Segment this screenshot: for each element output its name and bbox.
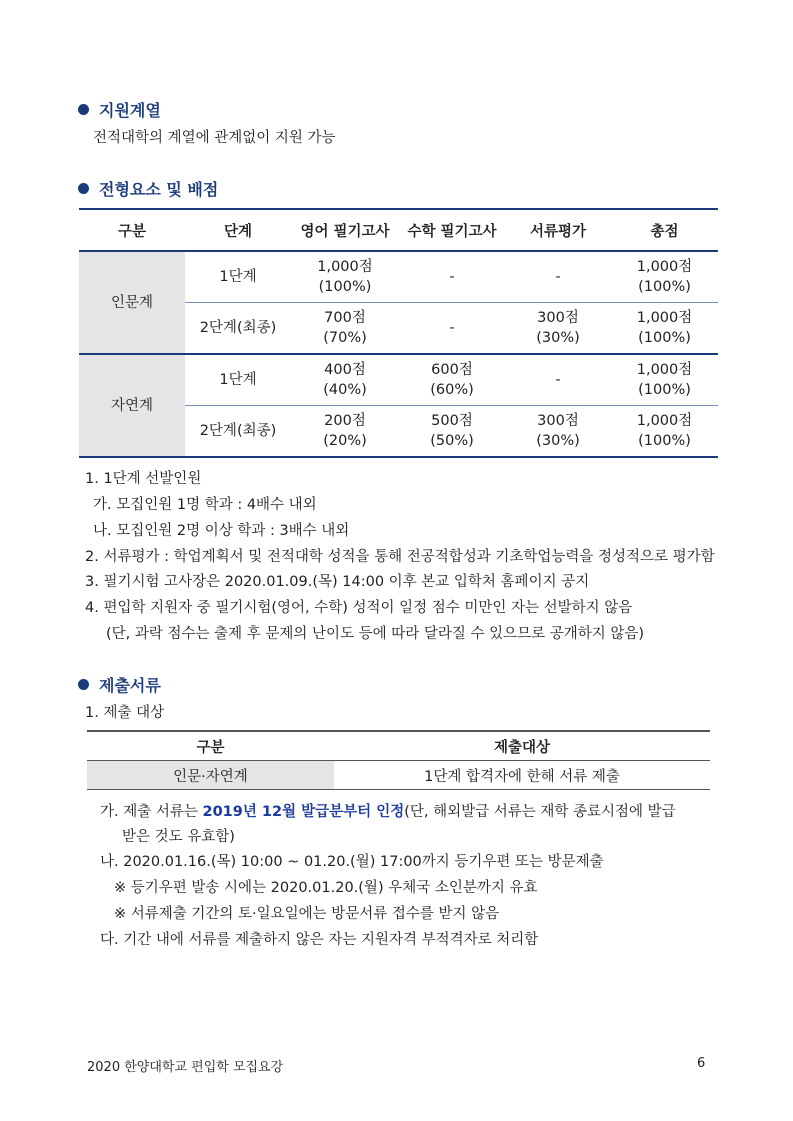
note-1-na: 나. 모집인원 2명 이상 학과 : 3배수 내외: [93, 523, 350, 539]
score: 600점: [431, 362, 473, 378]
total-cell: [611, 303, 718, 355]
note-1: 1. 1단계 선발인원: [85, 471, 202, 487]
stage-cell: 2단계(최종): [185, 406, 291, 458]
percent: (100%): [638, 382, 691, 398]
percent: (40%): [323, 382, 367, 398]
item-ga-suffix: (단, 해외발급 서류는 재학 종료시점에 발급: [404, 804, 676, 820]
document-cell: [505, 406, 611, 458]
math-cell: -: [399, 251, 505, 303]
note-3: 3. 필기시험 고사장은 2020.01.09.(목) 14:00 이후 본교 입학처 홈페이지 공지: [85, 574, 590, 590]
header-total: 총점: [611, 209, 718, 251]
score: 200점: [324, 413, 366, 429]
note-2: 2. 서류평가 : 학업계획서 및 전적대학 성적을 통해 전공적합성과 기초학업능력을 정성적으로 평가함: [85, 549, 715, 565]
score: 1,000점: [636, 362, 693, 378]
header-category: 구분: [79, 209, 185, 251]
score: 1,000점: [636, 413, 693, 429]
category-cell: 인문·자연계: [87, 761, 334, 790]
item-da: 다. 기간 내에 서류를 제출하지 않은 자는 지원자격 부적격자로 처리함: [100, 932, 539, 948]
math-cell: [399, 406, 505, 458]
footer-title: 2020 한양대학교 편입학 모집요강: [87, 1060, 284, 1075]
section3-title-text: 제출서류: [99, 676, 161, 695]
section-title-application-field: [78, 98, 161, 121]
bullet-icon: [78, 104, 89, 115]
submission-target-table: [87, 730, 710, 790]
english-cell: [291, 406, 399, 458]
group-natural-sciences: 자연계: [79, 354, 185, 457]
score: 300점: [537, 310, 579, 326]
percent: (60%): [430, 382, 474, 398]
header-category: 구분: [87, 731, 334, 761]
percent: (100%): [318, 279, 372, 295]
table-row: [79, 251, 718, 303]
section2-title-text: 전형요소 및 배점: [99, 180, 219, 199]
percent: (30%): [536, 330, 580, 346]
note-4-cont: (단, 과락 점수는 출제 후 문제의 난이도 등에 따라 달라질 수 있으므로 공개하지 않음): [106, 626, 645, 642]
section-title-documents: [78, 673, 161, 696]
bullet-icon: [78, 183, 89, 194]
percent: (100%): [638, 433, 691, 449]
english-cell: [291, 354, 399, 406]
total-cell: [611, 251, 718, 303]
header-target: 제출대상: [334, 731, 710, 761]
math-cell: [399, 354, 505, 406]
item-ga-prefix: 가. 제출 서류는: [100, 804, 203, 820]
percent: (20%): [323, 433, 367, 449]
section3-sub: 1. 제출 대상: [85, 705, 165, 721]
total-cell: [611, 406, 718, 458]
target-cell: 1단계 합격자에 한해 서류 제출: [334, 761, 710, 790]
percent: (100%): [638, 330, 691, 346]
item-ga-highlight: 2019년 12월 발급분부터 인정: [202, 804, 405, 820]
percent: (100%): [638, 279, 691, 295]
document-cell: -: [505, 354, 611, 406]
header-english: 영어 필기고사: [291, 209, 399, 251]
table-header-row: [87, 731, 710, 761]
section1-title-text: 지원계열: [99, 101, 161, 120]
table-row: [87, 761, 710, 790]
total-cell: [611, 354, 718, 406]
score: 1,000점: [317, 259, 373, 275]
page-number: 6: [697, 1056, 706, 1071]
percent: (50%): [430, 433, 474, 449]
english-cell: [291, 303, 399, 355]
score: 700점: [324, 310, 366, 326]
english-cell: [291, 251, 399, 303]
score: 400점: [324, 362, 366, 378]
stage-cell: 2단계(최종): [185, 303, 291, 355]
stage-cell: 1단계: [185, 251, 291, 303]
document-cell: [505, 303, 611, 355]
score: 1,000점: [636, 259, 693, 275]
note-weekend: ※ 서류제출 기간의 토·일요일에는 방문서류 접수를 받지 않음: [114, 906, 500, 922]
math-cell: -: [399, 303, 505, 355]
item-ga: [100, 800, 676, 821]
item-na: 나. 2020.01.16.(목) 10:00 ~ 01.20.(월) 17:00까지 등기우편 또는 방문제출: [100, 854, 604, 870]
score: 1,000점: [636, 310, 693, 326]
header-document: 서류평가: [505, 209, 611, 251]
section-title-selection-elements: [78, 177, 218, 200]
section1-body: 전적대학의 계열에 관계없이 지원 가능: [93, 130, 336, 146]
item-ga-cont: 받은 것도 유효함): [122, 829, 235, 845]
stage-cell: 1단계: [185, 354, 291, 406]
score: 500점: [431, 413, 473, 429]
note-1-ga: 가. 모집인원 1명 학과 : 4배수 내외: [93, 497, 317, 513]
header-stage: 단계: [185, 209, 291, 251]
selection-score-table: [79, 208, 718, 458]
header-math: 수학 필기고사: [399, 209, 505, 251]
table-row: [79, 354, 718, 406]
bullet-icon: [78, 679, 89, 690]
score: 300점: [537, 413, 579, 429]
note-4: 4. 편입학 지원자 중 필기시험(영어, 수학) 성적이 일정 점수 미만인 자는 선발하지 않음: [85, 600, 633, 616]
note-registered-mail: ※ 등기우편 발송 시에는 2020.01.20.(월) 우체국 소인분까지 유효: [114, 880, 538, 896]
document-cell: -: [505, 251, 611, 303]
percent: (30%): [536, 433, 580, 449]
percent: (70%): [323, 330, 367, 346]
group-humanities: 인문계: [79, 251, 185, 354]
table-header-row: [79, 209, 718, 251]
